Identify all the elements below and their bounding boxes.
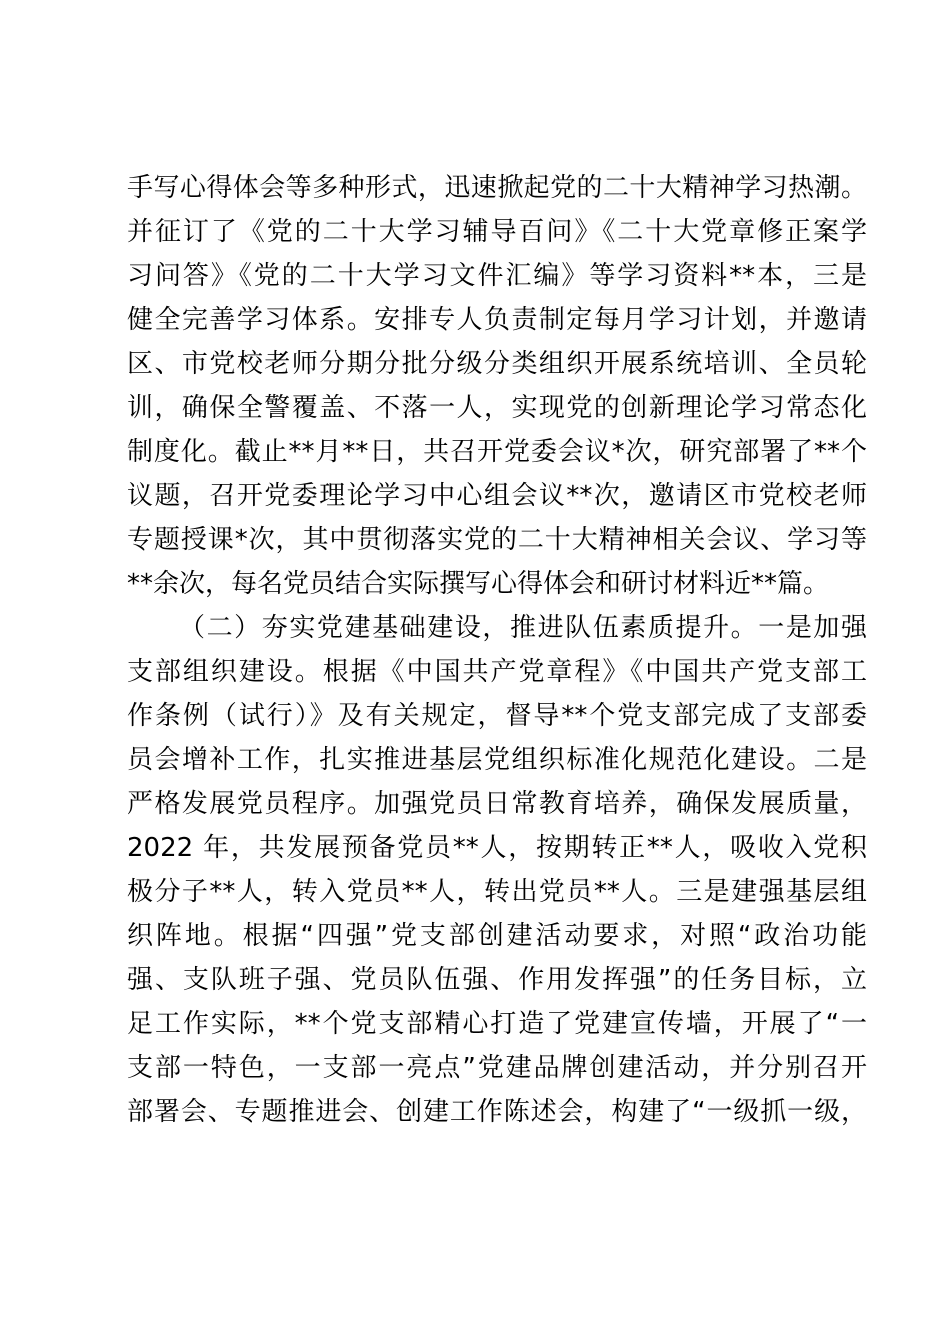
- text-line: **余次，每名党员结合实际撰写心得体会和研讨材料近**篇。: [127, 569, 830, 599]
- text-line: 员会增补工作，扎实推进基层党组织标准化规范化建设。二是: [127, 745, 867, 775]
- text-line: 习问答》《党的二十大学习文件汇编》等学习资料**本，三是: [127, 261, 867, 291]
- text-line: 手写心得体会等多种形式，迅速掀起党的二十大精神学习热潮。: [127, 173, 867, 203]
- text-line: 织阵地。根据“四强”党支部创建活动要求，对照“政治功能: [127, 921, 867, 951]
- text-line: 支部组织建设。根据《中国共产党章程》《中国共产党支部工: [127, 657, 867, 687]
- text-line: 强、支队班子强、党员队伍强、作用发挥强”的任务目标，立: [127, 965, 867, 995]
- text-line: 制度化。截止**月**日，共召开党委会议*次，研究部署了**个: [127, 437, 867, 467]
- text-line: 2022 年，共发展预备党员**人，按期转正**人，吸收入党积: [127, 833, 867, 863]
- text-line: 议题，召开党委理论学习中心组会议**次，邀请区市党校老师: [127, 481, 867, 511]
- text-line: 区、市党校老师分期分批分级分类组织开展系统培训、全员轮: [127, 349, 867, 379]
- text-line: 专题授课*次，其中贯彻落实党的二十大精神相关会议、学习等: [127, 525, 867, 555]
- text-line: 支部一特色，一支部一亮点”党建品牌创建活动，并分别召开: [127, 1053, 867, 1083]
- text-line: 健全完善学习体系。安排专人负责制定每月学习计划，并邀请: [127, 305, 867, 335]
- text-line: 并征订了《党的二十大学习辅导百问》《二十大党章修正案学: [127, 217, 867, 247]
- text-line: 严格发展党员程序。加强党员日常教育培养，确保发展质量，: [127, 789, 867, 819]
- text-line: 极分子**人，转入党员**人，转出党员**人。三是建强基层组: [127, 877, 867, 907]
- text-line: 作条例（试行）》及有关规定，督导**个党支部完成了支部委: [127, 701, 867, 731]
- text-line: 部署会、专题推进会、创建工作陈述会，构建了“一级抓一级，: [127, 1097, 867, 1127]
- text-line: 足工作实际，**个党支部精心打造了党建宣传墙，开展了“一: [127, 1009, 867, 1039]
- paragraph-heading-line: （二）夯实党建基础建设，推进队伍素质提升。一是加强: [179, 613, 867, 643]
- text-line: 训，确保全警覆盖、不落一人，实现党的创新理论学习常态化: [127, 393, 867, 423]
